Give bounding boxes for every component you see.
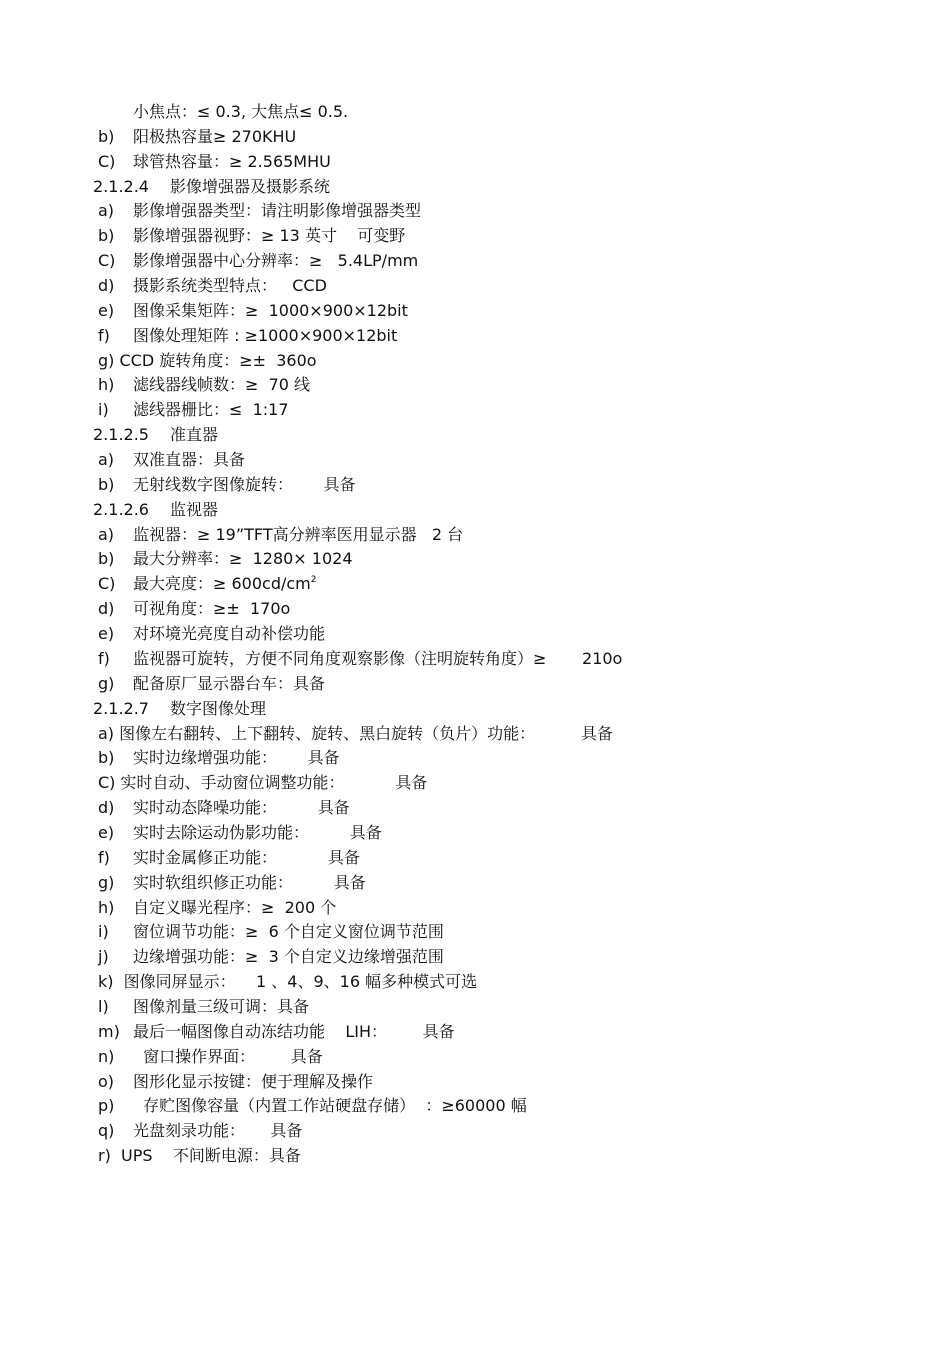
spec-line (98, 449, 245, 471)
spec-line (98, 200, 421, 222)
item-label: d) (98, 599, 115, 619)
spec-line (98, 872, 366, 894)
item-text: 图像剂量三级可调：具备 (133, 996, 310, 1016)
item-text: 最大分辨率：≥ 1280× 1024 (133, 549, 353, 569)
item-label: h) (98, 375, 115, 395)
item-text: 球管热容量：≥ 2.565MHU (133, 151, 331, 171)
item-text: 双准直器：具备 (133, 450, 246, 470)
item-label: p) (98, 1096, 115, 1116)
spec-line (98, 847, 360, 869)
spec-line (98, 548, 353, 570)
spec-line (98, 673, 325, 695)
item-label: b) (98, 226, 115, 246)
item-label: 2.1.2.4 (93, 176, 149, 196)
item-text: 自定义曝光程序：≥ 200 个 (133, 897, 337, 917)
item-text: 监视器 (170, 499, 219, 519)
item-text: 监视器可旋转，方便不同角度观察影像（注明旋转角度）≥ 210o (133, 648, 623, 668)
item-label: e) (98, 624, 115, 644)
item-text: 边缘增强功能：≥ 3 个自定义边缘增强范围 (133, 947, 444, 967)
spec-line (98, 723, 613, 745)
item-text: 实时金属修正功能： 具备 (133, 847, 360, 867)
spec-line (98, 524, 463, 546)
item-text: 对环境光亮度自动补偿功能 (133, 624, 326, 644)
item-text: a) 图像左右翻转、上下翻转、旋转、黑白旋转（负片）功能： 具备 (98, 723, 613, 743)
spec-line (98, 374, 310, 396)
item-label: g) (98, 673, 115, 693)
spec-line (98, 300, 408, 322)
item-label: C) (98, 574, 116, 594)
item-text: 影像增强器中心分辨率：≥ 5.4LP/mm (133, 251, 419, 271)
item-text: 可视角度：≥± 170o (133, 599, 291, 619)
item-label: l) (98, 996, 109, 1016)
item-label: b) (98, 126, 115, 146)
spec-line (98, 996, 309, 1018)
item-label: f) (98, 648, 110, 668)
item-label: d) (98, 798, 115, 818)
item-text: 最后一幅图像自动冻结功能 LIH： 具备 (133, 1021, 455, 1041)
item-text: r) UPS 不间断电源：具备 (98, 1146, 301, 1166)
spec-line (98, 623, 325, 645)
item-text: 图像采集矩阵：≥ 1000×900×12bit (133, 300, 408, 320)
spec-line (98, 1120, 302, 1142)
item-label: C) (98, 251, 116, 271)
item-label: 2.1.2.6 (93, 499, 149, 519)
spec-line (98, 1021, 455, 1043)
spec-line (98, 350, 317, 372)
item-label: n) (98, 1046, 115, 1066)
item-text: 准直器 (170, 425, 219, 445)
item-label: 2.1.2.7 (93, 698, 149, 718)
item-text: 摄影系统类型特点： CCD (133, 276, 327, 296)
item-text: k) 图像同屏显示： 1 、4、9、16 幅多种模式可选 (98, 972, 478, 992)
item-text: 窗口操作界面： 具备 (133, 1046, 323, 1066)
item-label: o) (98, 1071, 115, 1091)
item-label: b) (98, 748, 115, 768)
spec-line (98, 126, 296, 148)
item-text: 数字图像处理 (170, 698, 267, 718)
item-label: i) (98, 400, 109, 420)
item-text: 最大亮度：≥ $600cd/cm^2$ (133, 574, 317, 594)
spec-line (98, 747, 340, 769)
item-text: C) 实时自动、手动窗位调整功能： 具备 (98, 773, 428, 793)
item-label: h) (98, 897, 115, 917)
item-text: 实时去除运动伪影功能： 具备 (133, 822, 382, 842)
spec-line (98, 474, 356, 496)
spec-line (98, 897, 336, 919)
item-label: f) (98, 847, 110, 867)
spec-line (98, 598, 290, 620)
spec-line (133, 101, 348, 123)
item-text: 窗位调节功能：≥ 6 个自定义窗位调节范围 (133, 922, 444, 942)
superscript: 2 (310, 575, 317, 586)
spec-line (98, 946, 444, 968)
item-text: g) CCD 旋转角度：≥± 360o (98, 350, 317, 370)
item-label: b) (98, 474, 115, 494)
spec-line (98, 1095, 527, 1117)
item-label: q) (98, 1121, 115, 1141)
item-label: a) (98, 201, 115, 221)
item-text: 影像增强器类型：请注明影像增强器类型 (133, 201, 422, 221)
spec-line (98, 1145, 301, 1167)
item-text: 监视器：≥ 19”TFT高分辨率医用显示器 2 台 (133, 524, 464, 544)
item-text: 实时边缘增强功能： 具备 (133, 748, 340, 768)
item-text: 实时软组织修正功能： 具备 (133, 872, 366, 892)
spec-line (98, 573, 317, 595)
spec-line (98, 822, 382, 844)
spec-line (98, 797, 350, 819)
spec-line (98, 399, 289, 421)
item-label: a) (98, 450, 115, 470)
spec-line (98, 275, 327, 297)
item-label: C) (98, 151, 116, 171)
section-heading (93, 698, 266, 720)
item-text: 滤线器线帧数：≥ 70 线 (133, 375, 311, 395)
item-text: 存贮图像容量（内置工作站硬盘存储） ：≥60000 幅 (133, 1096, 527, 1116)
item-label: e) (98, 300, 115, 320)
item-text: 配备原厂显示器台车：具备 (133, 673, 326, 693)
item-text: 图像处理矩阵 : ≥1000×900×12bit (133, 325, 398, 345)
spec-line (98, 225, 405, 247)
item-text: 小焦点：≤ 0.3, 大焦点≤ 0.5. (133, 102, 349, 121)
item-label: m) (98, 1021, 120, 1041)
spec-line (98, 648, 622, 670)
section-heading (93, 176, 330, 198)
item-label: i) (98, 922, 109, 942)
spec-line (98, 772, 427, 794)
item-text: 阳极热容量≥ 270KHU (133, 126, 297, 146)
spec-line (98, 325, 397, 347)
item-label: 2.1.2.5 (93, 425, 149, 445)
item-text: 无射线数字图像旋转： 具备 (133, 474, 356, 494)
item-label: f) (98, 325, 110, 345)
spec-line (98, 250, 418, 272)
item-label: e) (98, 822, 115, 842)
item-text: 影像增强器及摄影系统 (170, 176, 331, 196)
spec-line (98, 1071, 373, 1093)
item-text: 实时动态降噪功能： 具备 (133, 798, 350, 818)
section-heading (93, 424, 218, 446)
item-label: a) (98, 524, 115, 544)
item-text: 影像增强器视野：≥ 13 英寸 可变野 (133, 226, 406, 246)
item-text: 滤线器栅比：≤ 1:17 (133, 400, 289, 420)
item-text: 光盘刻录功能： 具备 (133, 1121, 303, 1141)
item-text: 图形化显示按键：便于理解及操作 (133, 1071, 374, 1091)
item-label: g) (98, 872, 115, 892)
item-label: d) (98, 276, 115, 296)
item-label: b) (98, 549, 115, 569)
spec-line (98, 971, 477, 993)
section-heading (93, 499, 218, 521)
spec-line (98, 921, 444, 943)
spec-line (98, 1046, 323, 1068)
spec-line (98, 151, 331, 173)
item-label: j) (98, 947, 109, 967)
